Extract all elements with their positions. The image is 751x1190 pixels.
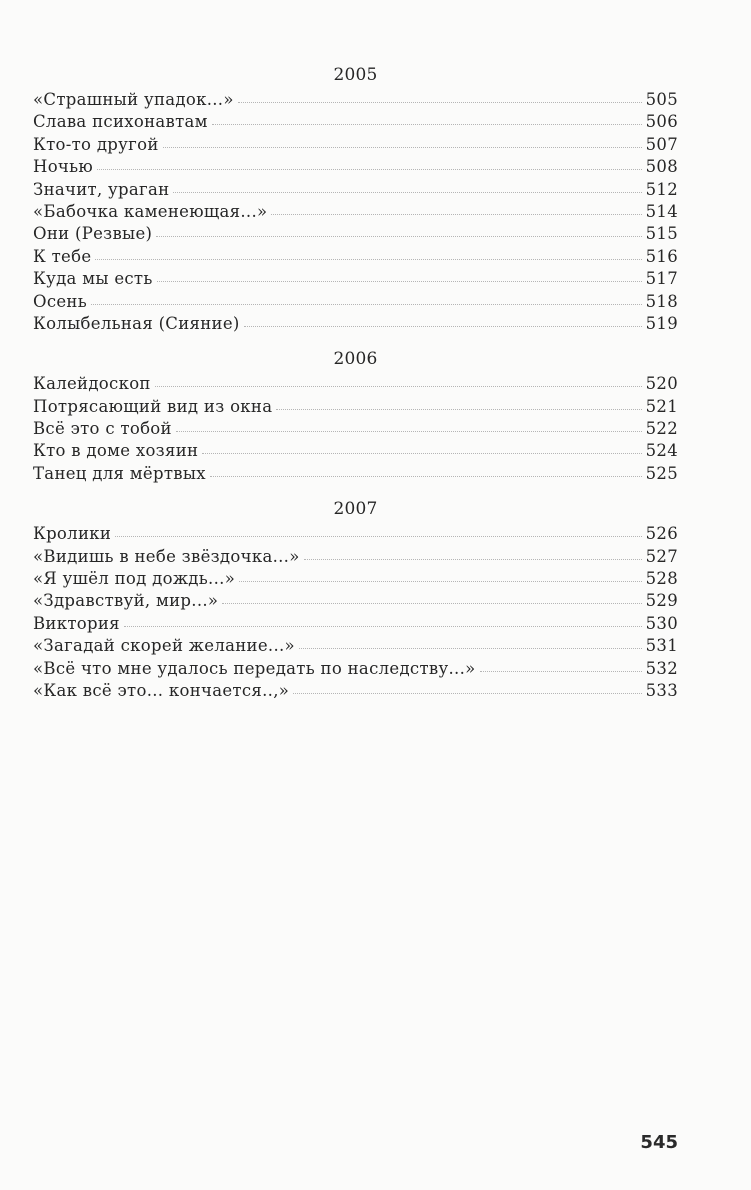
table-of-contents	[33, 64, 678, 715]
dot-leader	[202, 453, 641, 454]
toc-entry[interactable]	[33, 613, 678, 635]
toc-entry[interactable]	[33, 268, 678, 290]
dot-leader	[115, 536, 641, 537]
entry-title: «Видишь в небе звёздочка...»	[33, 546, 300, 566]
entry-title: Виктория	[33, 613, 120, 633]
toc-entry[interactable]	[33, 418, 678, 440]
entry-title: «Здравствуй, мир...»	[33, 591, 219, 611]
dot-leader	[238, 102, 642, 103]
entry-title: Колыбельная (Сияние)	[33, 313, 240, 333]
dot-leader	[244, 326, 642, 327]
entry-title: Кто-то другой	[33, 134, 159, 154]
dot-leader	[97, 169, 642, 170]
entry-page: 520	[645, 374, 678, 394]
toc-entry[interactable]	[33, 179, 678, 201]
entry-title: Кто в доме хозяин	[33, 441, 199, 461]
entry-title: Они (Резвые)	[33, 224, 153, 244]
entry-page: 517	[645, 269, 678, 289]
toc-entry[interactable]	[33, 658, 678, 680]
entry-title: Всё это с тобой	[33, 419, 172, 439]
entry-page: 507	[645, 134, 678, 154]
dot-leader	[212, 124, 642, 125]
dot-leader	[210, 476, 642, 477]
dot-leader	[124, 626, 642, 627]
section-2006	[33, 348, 678, 485]
dot-leader	[155, 386, 642, 387]
entry-title: Калейдоскоп	[33, 374, 151, 394]
dot-leader	[276, 409, 641, 410]
toc-entry[interactable]	[33, 680, 678, 702]
toc-entry[interactable]	[33, 396, 678, 418]
entry-page: 522	[645, 419, 678, 439]
entry-page: 506	[645, 112, 678, 132]
entry-page: 518	[645, 291, 678, 311]
entry-title: «Бабочка каменеющая...»	[33, 201, 268, 221]
toc-entry[interactable]	[33, 568, 678, 590]
entry-page: 529	[645, 591, 678, 611]
entry-title: Осень	[33, 291, 88, 311]
dot-leader	[480, 671, 642, 672]
toc-entry[interactable]	[33, 373, 678, 395]
entry-title: «Загадай скорей желание...»	[33, 636, 295, 656]
dot-leader	[91, 304, 642, 305]
entry-page: 519	[645, 313, 678, 333]
dot-leader	[299, 648, 642, 649]
toc-entry[interactable]	[33, 440, 678, 462]
section-year: 2007	[333, 499, 378, 520]
entry-page: 512	[645, 179, 678, 199]
entry-title: Слава психонавтам	[33, 112, 208, 132]
entry-page: 533	[645, 680, 678, 700]
toc-entry[interactable]	[33, 463, 678, 485]
entry-title: «Я ушёл под дождь...»	[33, 569, 236, 589]
toc-entry[interactable]	[33, 111, 678, 133]
dot-leader	[157, 281, 642, 282]
entry-title: Ночью	[33, 157, 94, 177]
entry-title: «Как всё это... кончается..,»	[33, 680, 290, 700]
dot-leader	[173, 192, 641, 193]
toc-entry[interactable]	[33, 89, 678, 111]
entry-title: Кролики	[33, 524, 112, 544]
entry-page: 532	[645, 658, 678, 678]
entry-page: 528	[645, 569, 678, 589]
entry-page: 531	[645, 636, 678, 656]
section-2007	[33, 498, 678, 702]
dot-leader	[156, 236, 641, 237]
dot-leader	[95, 259, 641, 260]
entry-page: 521	[645, 396, 678, 416]
entry-page: 526	[645, 524, 678, 544]
entry-page: 530	[645, 613, 678, 633]
toc-entry[interactable]	[33, 291, 678, 313]
entry-title: «Всё что мне удалось передать по наследству...»	[33, 658, 476, 678]
dot-leader	[222, 603, 641, 604]
entry-page: 508	[645, 157, 678, 177]
toc-entry[interactable]	[33, 134, 678, 156]
toc-entry[interactable]	[33, 546, 678, 568]
section-year: 2006	[333, 349, 378, 370]
entry-title: Танец для мёртвых	[33, 463, 206, 483]
entry-title: К тебе	[33, 246, 92, 266]
dot-leader	[176, 431, 642, 432]
toc-entry[interactable]	[33, 523, 678, 545]
toc-entry[interactable]	[33, 201, 678, 223]
entry-page: 515	[645, 224, 678, 244]
toc-entry[interactable]	[33, 590, 678, 612]
entry-title: Куда мы есть	[33, 269, 153, 289]
entry-page: 524	[645, 441, 678, 461]
entry-page: 525	[645, 463, 678, 483]
entry-page: 505	[645, 90, 678, 109]
dot-leader	[239, 581, 642, 582]
dot-leader	[304, 559, 642, 560]
toc-entry[interactable]	[33, 313, 678, 335]
page-number: 545	[640, 1132, 678, 1153]
toc-entry[interactable]	[33, 223, 678, 245]
dot-leader	[271, 214, 641, 215]
entry-title: Значит, ураган	[33, 179, 170, 199]
entry-title: «Страшный упадок...»	[33, 90, 234, 109]
section-year: 2005	[333, 65, 378, 85]
entry-page: 514	[645, 201, 678, 221]
entry-page: 527	[645, 546, 678, 566]
entry-title: Потрясающий вид из окна	[33, 396, 273, 416]
dot-leader	[293, 693, 641, 694]
toc-entry[interactable]	[33, 635, 678, 657]
dot-leader	[163, 147, 642, 148]
toc-entry[interactable]	[33, 246, 678, 268]
entry-page: 516	[645, 246, 678, 266]
section-2005	[33, 64, 678, 335]
toc-entry[interactable]	[33, 156, 678, 178]
